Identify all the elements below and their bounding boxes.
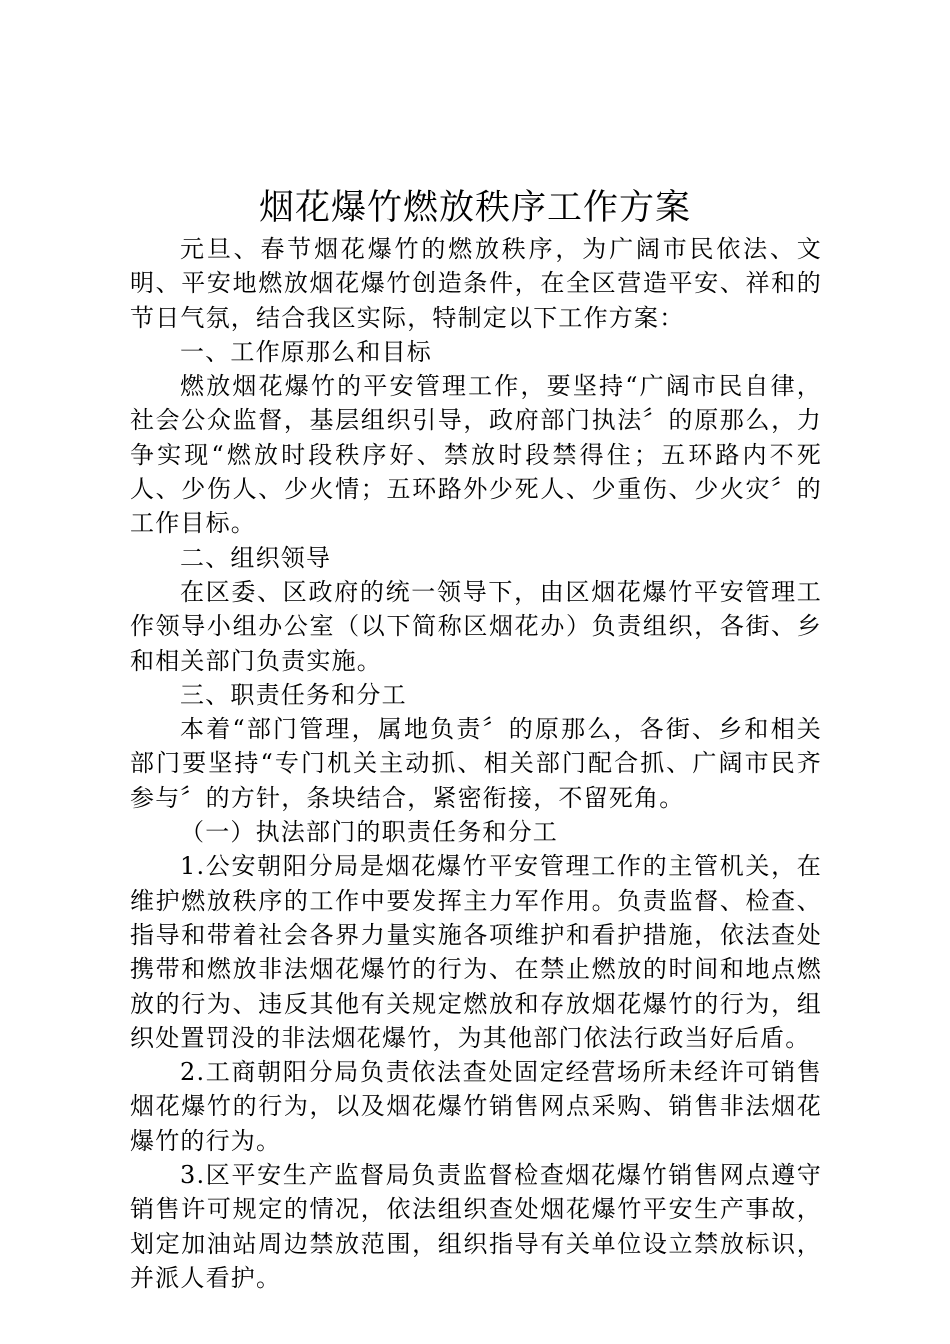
- paragraph-duties: 本着“部门管理，属地负责〞的原那么，各街、乡和相关部门要坚持“专门机关主动抓、相关部门配合抓、广阔市民齐参与〞的方针，条块结合，紧密衔接，不留死角。: [130, 715, 822, 812]
- heading-duties: 三、职责任务和分工: [180, 680, 407, 709]
- document-body: [130, 232, 822, 1295]
- paragraph-intro: 元旦、春节烟花爆竹的燃放秩序，为广阔市民依法、文明、平安地燃放烟花爆竹创造条件，在全区营造平安、祥和的节日气氛，结合我区实际，特制定以下工作方案：: [130, 235, 822, 332]
- heading-organization: 二、组织领导: [180, 543, 332, 572]
- document-title: 烟花爆竹燃放秩序工作方案: [258, 188, 691, 228]
- paragraph-principles-goals: 燃放烟花爆竹的平安管理工作，要坚持“广阔市民自律，社会公众监督，基层组织引导，政府部门执法〞的原那么，力争实现“燃放时段秩序好、禁放时段禁得住；五环路内不死人、少伤人、少火情；五环路外少死人、少重伤、少火灾〞的工作目标。: [130, 372, 822, 538]
- paragraph-item-1: 1.公安朝阳分局是烟花爆竹平安管理工作的主管机关，在维护燃放秩序的工作中要发挥主力军作用。负责监督、检查、指导和带着社会各界力量实施各项维护和看护措施，依法查处携带和燃放非法烟花爆竹的行为、在禁止燃放的时间和地点燃放的行为、违反其他有关规定燃放和存放烟花爆竹的行为，组织处置罚没的非法烟花爆竹，为其他部门依法行政当好后盾。: [130, 852, 822, 1052]
- paragraph-item-2: 2.工商朝阳分局负责依法查处固定经营场所未经许可销售烟花爆竹的行为，以及烟花爆竹销售网点采购、销售非法烟花爆竹的行为。: [130, 1058, 822, 1155]
- heading-principles-goals: 一、工作原那么和目标: [180, 337, 432, 366]
- paragraph-organization: 在区委、区政府的统一领导下，由区烟花爆竹平安管理工作领导小组办公室（以下简称区烟花办）负责组织，各街、乡和相关部门负责实施。: [130, 577, 822, 675]
- subheading-enforcement: （一）执法部门的职责任务和分工: [180, 818, 558, 847]
- paragraph-item-3: 3.区平安生产监督局负责监督检查烟花爆竹销售网点遵守销售许可规定的情况，依法组织查处烟花爆竹平安生产事故，划定加油站周边禁放范围，组织指导有关单位设立禁放标识，并派人看护。: [130, 1161, 822, 1292]
